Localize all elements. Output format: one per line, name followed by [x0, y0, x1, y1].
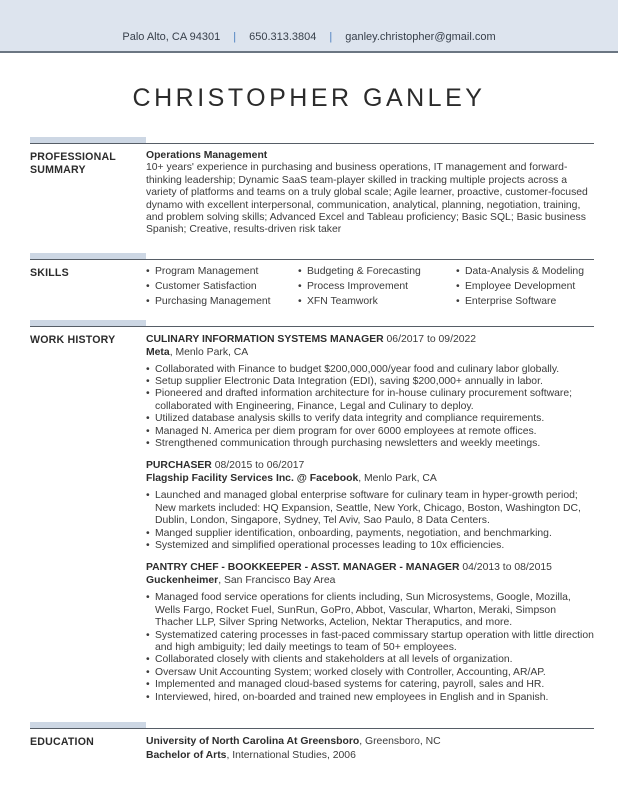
skill-label: Process Improvement: [307, 280, 409, 292]
bullet-text: Manged supplier identification, onboarding, payments, negotiation, and benchmarking.: [155, 527, 552, 539]
list-item: [146, 630, 594, 655]
section-label-professional-summary: PROFESSIONAL SUMMARY: [30, 151, 116, 176]
list-item: [146, 364, 594, 376]
job-bullets: [146, 592, 594, 704]
bullet-text: Collaborated with Finance to budget $200,000,000/year food and culinary labor globally.: [155, 363, 560, 375]
job-location: , Menlo Park, CA: [358, 473, 437, 485]
job-company-line: [146, 574, 594, 587]
section-work-history: [30, 333, 594, 714]
skills-column: [146, 266, 298, 311]
section-divider: [30, 137, 594, 144]
list-item: [146, 592, 594, 629]
bullet-marker: •: [146, 265, 150, 277]
list-item: [146, 413, 594, 425]
skill-label: Enterprise Software: [465, 295, 557, 307]
list-item: [146, 281, 298, 293]
skill-label: XFN Teamwork: [307, 295, 378, 307]
job-entry: [146, 459, 594, 552]
list-item: [146, 679, 594, 691]
bullet-marker: •: [146, 490, 150, 502]
bullet-text: Systemized and simplified operational processes leading to 10x efficiencies.: [155, 540, 505, 552]
bullet-text: Implemented and managed cloud-based systems for catering, payroll, sales and HR.: [155, 679, 545, 691]
contact-phone: 650.313.3804: [249, 31, 317, 43]
bullet-marker: •: [146, 295, 150, 307]
list-item: [146, 376, 594, 388]
divider-accent: [30, 320, 146, 326]
section-divider: [30, 253, 594, 260]
job-entry: [146, 333, 594, 451]
list-item: [298, 266, 456, 278]
job-location: , San Francisco Bay Area: [218, 575, 336, 587]
list-item: [456, 266, 594, 278]
list-item: [146, 388, 594, 413]
contact-location: Palo Alto, CA 94301: [122, 31, 221, 43]
bullet-text: Strengthened communication through purchasing newsletters and weekly meetings.: [155, 438, 541, 449]
bullet-marker: •: [146, 375, 150, 387]
bullet-text: Oversaw Unit Accounting System; worked closely with Controller, Accounting, AR/AP.: [155, 666, 546, 678]
bullet-marker: •: [146, 280, 150, 292]
job-heading: [146, 333, 594, 346]
resume-body: [0, 137, 618, 762]
skills-column: [298, 266, 456, 311]
skills-columns: [146, 266, 594, 311]
job-bullets: [146, 490, 594, 552]
education-school-line: [146, 735, 594, 749]
job-company: Flagship Facility Services Inc. @ Facebook: [146, 473, 359, 485]
list-item: [456, 281, 594, 293]
job-company-line: [146, 346, 594, 359]
bullet-text: Interviewed, hired, on-boarded and trained new employees in English and in Spanish.: [155, 691, 549, 703]
list-item: [146, 654, 594, 666]
list-item: [146, 266, 298, 278]
bullet-marker: •: [146, 629, 150, 641]
job-heading: [146, 459, 594, 472]
contact-email: ganley.christopher@gmail.com: [345, 31, 496, 43]
bullet-marker: •: [146, 679, 150, 691]
summary-body: 10+ years' experience in purchasing and business operations, IT management and forward-thinking leadership; Dynamic SaaS team-player skilled in tracking multiple projects across a variety of platforms and teams on a truly global scale; Agile learner, proactive, customer-focused dynamo with excellent interpersonal, communication, analytical, planning, negotiation, training, and problem solving skills; Advanced Excel and Tableau proficiency; Basic SQL; Basic business Spanish; Creative, results-driven risk taker: [146, 162, 588, 236]
section-skills: [30, 266, 594, 311]
section-professional-summary: [30, 150, 594, 237]
contact-separator: |: [329, 31, 333, 43]
job-bullets: [146, 364, 594, 451]
bullet-marker: •: [146, 413, 150, 425]
bullet-marker: •: [146, 438, 150, 449]
summary-heading: Operations Management: [146, 150, 268, 161]
list-item: [146, 426, 594, 438]
bullet-text: Launched and managed global enterprise software for culinary team in hyper-growth period; New markets included: HQ Expansion, Seattle, New York, Chicago, Boston, Washington DC, Dublin, London, Singapore, Sydney, Tel Aviv, Sao Paulo, 8 Data Centers.: [155, 490, 581, 527]
list-item: [146, 692, 594, 704]
job-company-line: [146, 472, 594, 485]
list-item: [456, 296, 594, 308]
section-label-education: EDUCATION: [30, 736, 94, 749]
skill-label: Budgeting & Forecasting: [307, 265, 421, 277]
section-label-skills: SKILLS: [30, 266, 69, 279]
section-label-work-history: WORK HISTORY: [30, 333, 116, 346]
bullet-marker: •: [146, 592, 150, 604]
skill-label: Customer Satisfaction: [155, 280, 257, 292]
job-dates: 06/2017 to 09/2022: [386, 333, 477, 345]
job-entry: [146, 561, 594, 704]
bullet-marker: •: [298, 265, 302, 277]
job-company: Meta: [146, 346, 170, 358]
bullet-marker: •: [456, 280, 460, 292]
bullet-text: Setup supplier Electronic Data Integration (EDI), saving $200,000+ annually in labor.: [155, 375, 543, 387]
bullet-text: Systematized catering processes in fast-paced commissary startup operation with little direction and high ambiguity; led daily meetings to team of 50+ employees.: [155, 629, 594, 654]
bullet-marker: •: [298, 295, 302, 307]
job-title: PANTRY CHEF - BOOKKEEPER - ASST. MANAGER - MANAGER: [146, 562, 460, 574]
bullet-marker: •: [146, 527, 150, 539]
contact-info: [122, 31, 495, 43]
divider-accent: [30, 253, 146, 259]
bullet-marker: •: [146, 654, 150, 666]
skills-column: [456, 266, 594, 311]
skill-label: Purchasing Management: [155, 295, 271, 307]
contact-separator: |: [233, 31, 237, 43]
skill-label: Program Management: [155, 265, 259, 277]
job-location: , Menlo Park, CA: [169, 346, 249, 358]
job-heading: [146, 561, 594, 574]
summary-content: [146, 150, 594, 237]
list-item: [146, 528, 594, 540]
education-school-location: , Greensboro, NC: [359, 736, 441, 748]
bullet-marker: •: [146, 691, 150, 703]
education-degree-detail: , International Studies, 2006: [226, 749, 356, 761]
bullet-marker: •: [146, 540, 150, 552]
list-item: [298, 296, 456, 308]
bullet-marker: •: [146, 666, 150, 678]
education-degree: Bachelor of Arts: [146, 749, 227, 761]
list-item: [146, 438, 594, 450]
list-item: [146, 667, 594, 679]
education-degree-line: [146, 749, 594, 763]
job-dates: 04/2013 to 08/2015: [462, 562, 552, 574]
job-dates: 08/2015 to 06/2017: [214, 460, 305, 472]
bullet-marker: •: [456, 295, 460, 307]
section-divider: [30, 320, 594, 327]
job-company: Guckenheimer: [146, 575, 219, 587]
contact-bar: [0, 0, 618, 53]
bullet-marker: •: [146, 425, 150, 437]
list-item: [146, 540, 594, 552]
job-title: CULINARY INFORMATION SYSTEMS MANAGER: [146, 333, 384, 345]
bullet-marker: •: [146, 363, 150, 375]
skill-label: Employee Development: [465, 280, 576, 292]
bullet-text: Utilized database analysis skills to verify data integrity and compliance requirements.: [155, 413, 545, 425]
list-item: [298, 281, 456, 293]
list-item: [146, 490, 594, 527]
bullet-marker: •: [146, 388, 150, 400]
divider-accent: [30, 137, 146, 143]
list-item: [146, 296, 298, 308]
skill-label: Data-Analysis & Modeling: [465, 265, 584, 277]
divider-accent: [30, 722, 146, 728]
bullet-marker: •: [456, 265, 460, 277]
bullet-text: Collaborated closely with clients and stakeholders at all levels of organization.: [155, 654, 513, 666]
jobs-list: [146, 333, 594, 714]
bullet-marker: •: [298, 280, 302, 292]
person-name: CHRISTOPHER GANLEY: [132, 84, 486, 112]
section-education: [30, 735, 594, 762]
section-divider: [30, 722, 594, 729]
education-school: University of North Carolina At Greensboro: [146, 736, 360, 748]
bullet-text: Managed N. America per diem program for over 6000 employees at remote offices.: [155, 425, 537, 437]
job-title: PURCHASER: [146, 460, 212, 472]
bullet-text: Managed food service operations for clients including, Sun Microsystems, Google, Mozilla, Wells Fargo, Rocket Fuel, SunRun, GoPro, Abbot, Vascular, Wharton, Meraki, Simpson Thacher LLP, Silver Spring Networks, Actelion, Nektar Theraputics, and more.: [155, 592, 571, 629]
bullet-text: Pioneered and drafted information architecture for in-house culinary procurement software; collaborated with Engineering, Finance, Legal and Culinary to deploy.: [155, 388, 573, 412]
